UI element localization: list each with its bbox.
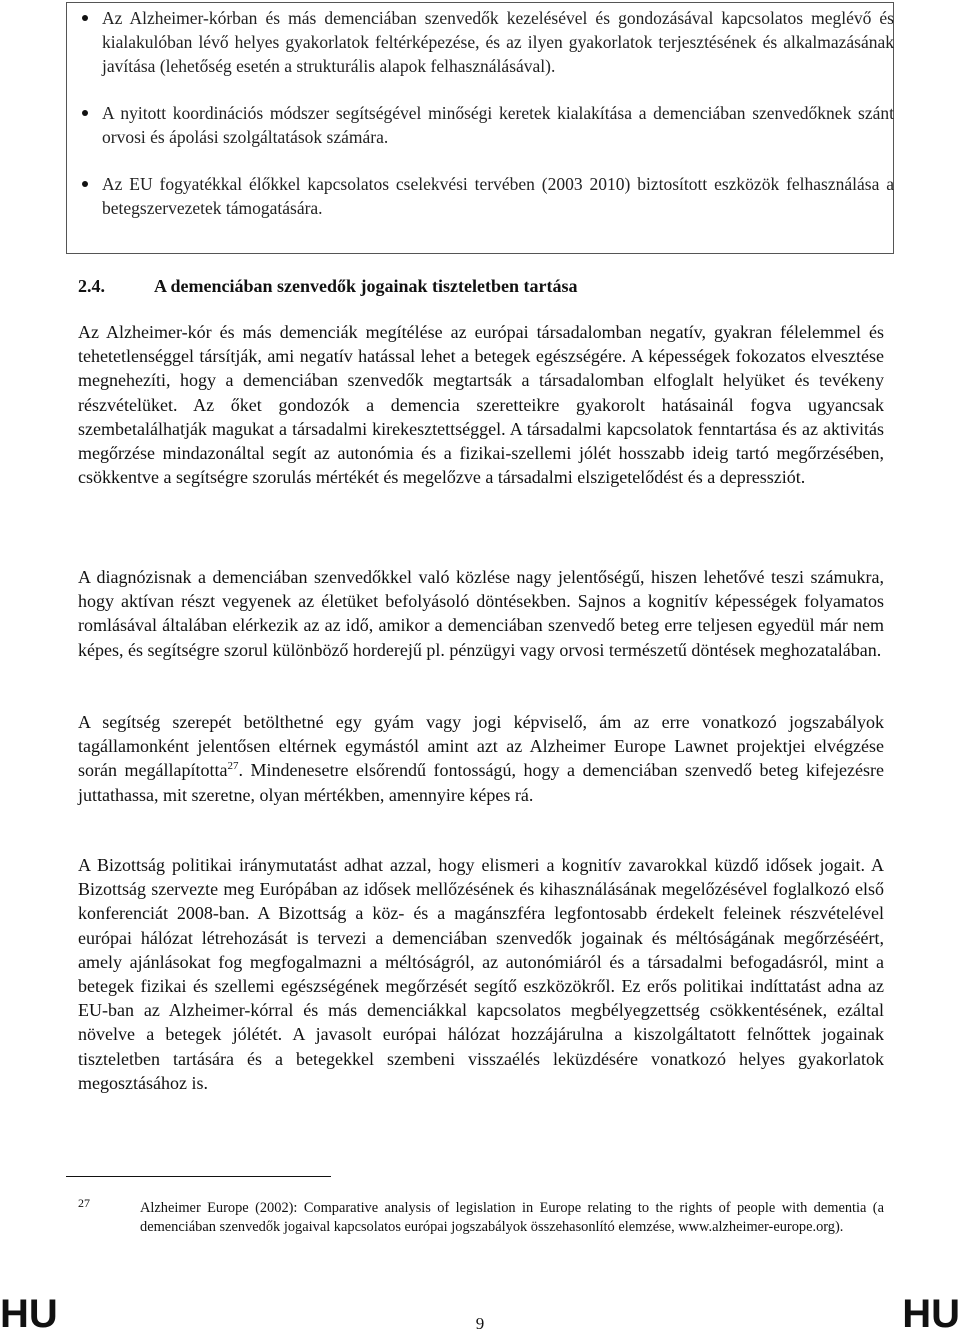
- paragraph-1: Az Alzheimer-kór és más demenciák megítélése az európai társadalomban negatív, gyakran félelemmel és tehetetlenséggel társítják, ami negatív hatással lehet a betegek egészségére. A képességek fokozatos elvesztése megnehezíti, hogy a demenciában szenvedők megtartsák a társadalomban elfoglalt helyüket és tevékeny részvételüket. Az őket gondozók a demencia szeretteikre gyakorolt hatásainál fogva ugyancsak szembetalálhatják magukat a társadalmi kirekesztettséggel. A társadalmi kapcsolatok fenntartása és az aktivitás megőrzése mindazonáltal segít az autonómia és a fizikai-szellemi jólét hosszabb ideig tartó megőrzésében, csökkentve a segítségre szorulás mértékét és megelőzve a társadalmi elszigetelődést és a depressziót.: [78, 322, 884, 488]
- bullet-list: [78, 6, 894, 220]
- bullet-icon: [82, 15, 88, 21]
- bullet-icon: [82, 110, 88, 116]
- bullet-text: A nyitott koordinációs módszer segítségével minőségi keretek kialakítása a demenciában szenvedőknek szánt orvosi és ápolási szolgáltatások számára.: [102, 103, 894, 147]
- list-item: [78, 6, 894, 78]
- paragraph-4: A Bizottság politikai iránymutatást adhat azzal, hogy elismeri a kognitív zavarokkal küzdő idősek jogait. A Bizottság szervezte meg Európában az idősek mellőzésének és kihasználásának megelőzésével foglalkozó első konferenciát 2008-ban. A Bizottság a köz- és a magánszféra legfontosabb érdekelt feleinek részvételével európai hálózat létrehozását is tervezi a demenciában szenvedők jogainak és méltóságának megőrzéséért, amely ajánlásokat fog megfogalmazni a méltóságról, az autonómiáról és a társadalmi befogadásról, mint a betegek fizikai és szellemi egészségének megőrzését segítő eszközökről. Ez erős politikai indíttatást adna az EU-ban az Alzheimer-kórral és más demenciákkal kapcsolatos megbélyegzettség csökkentésének, ezáltal növelve a betegek jólétét. A javasolt európai hálózat hozzájárulna a kiszolgáltatott felnőttek jogainak tiszteletben tartására és a betegekkel szembeni visszaélés leküzdésére vonatkozó helyes gyakorlatok megosztásához is.: [78, 855, 884, 1093]
- footnote-number: 27: [78, 1196, 90, 1210]
- paragraph-3: [78, 710, 884, 807]
- section-title: A demenciában szenvedők jogainak tiszteletben tartása: [154, 276, 578, 296]
- language-code-right: HU: [902, 1292, 960, 1336]
- footnote-text: Alzheimer Europe (2002): Comparative analysis of legislation in Europe relating to the rights of people with dementia (a demenciában szenvedők jogaival kapcsolatos európai jogszabályok összehasonlító elemzése, www.alzheimer-europe.org).: [140, 1200, 884, 1235]
- page-number: 9: [475, 1314, 485, 1333]
- bullet-icon: [82, 181, 88, 187]
- paragraph-3-text-b: . Mindenesetre elsőrendű fontosságú, hogy a demenciában szenvedő beteg kifejezésre juttathassa, mit szeretne, olyan mértékben, amennyire képes rá.: [78, 760, 884, 805]
- paragraph-3-text-a: A segítség szerepét betölthetné egy gyám vagy jogi képviselő, ám az erre vonatkozó jogszabályok tagállamonként jelentősen eltérnek egymástól amint azt az Alzheimer Europe Lawnet projektjei elvégzése során megállapította: [78, 712, 884, 781]
- section-heading: [78, 274, 577, 298]
- bullet-text: Az EU fogyatékkal élőkkel kapcsolatos cselekvési tervében (2003 2010) biztosított eszközök felhasználása a betegszervezetek támogatására.: [102, 174, 894, 218]
- bullet-text: Az Alzheimer-kórban és más demenciában szenvedők kezelésével és gondozásával kapcsolatos meglévő és kialakulóban lévő helyes gyakorlatok feltérképezése, és az ilyen gyakorlatok terjesztésének és alkalmazásának javítása (lehetőség esetén a strukturális alapok felhasználásával).: [102, 8, 894, 76]
- footnote-reference[interactable]: 27: [227, 760, 239, 773]
- list-item: [78, 101, 894, 149]
- paragraph-2: A diagnózisnak a demenciában szenvedőkkel való közlése nagy jelentőségű, hiszen lehetővé teszi számukra, hogy aktívan részt vegyenek az életüket befolyásoló döntésekben. Sajnos a kognitív képességek folyamatos romlásával általában elérkezik az az idő, amikor a demenciában szenvedő beteg erre teljesen egyedül már nem képes, és segítségre szorul különböző horderejű pl. pénzügyi vagy orvosi természetű döntések meghozatalában.: [78, 567, 884, 660]
- language-code-left: HU: [0, 1292, 58, 1336]
- footnote-divider: [66, 1176, 331, 1177]
- list-item: [78, 172, 894, 220]
- section-number: 2.4.: [78, 276, 105, 296]
